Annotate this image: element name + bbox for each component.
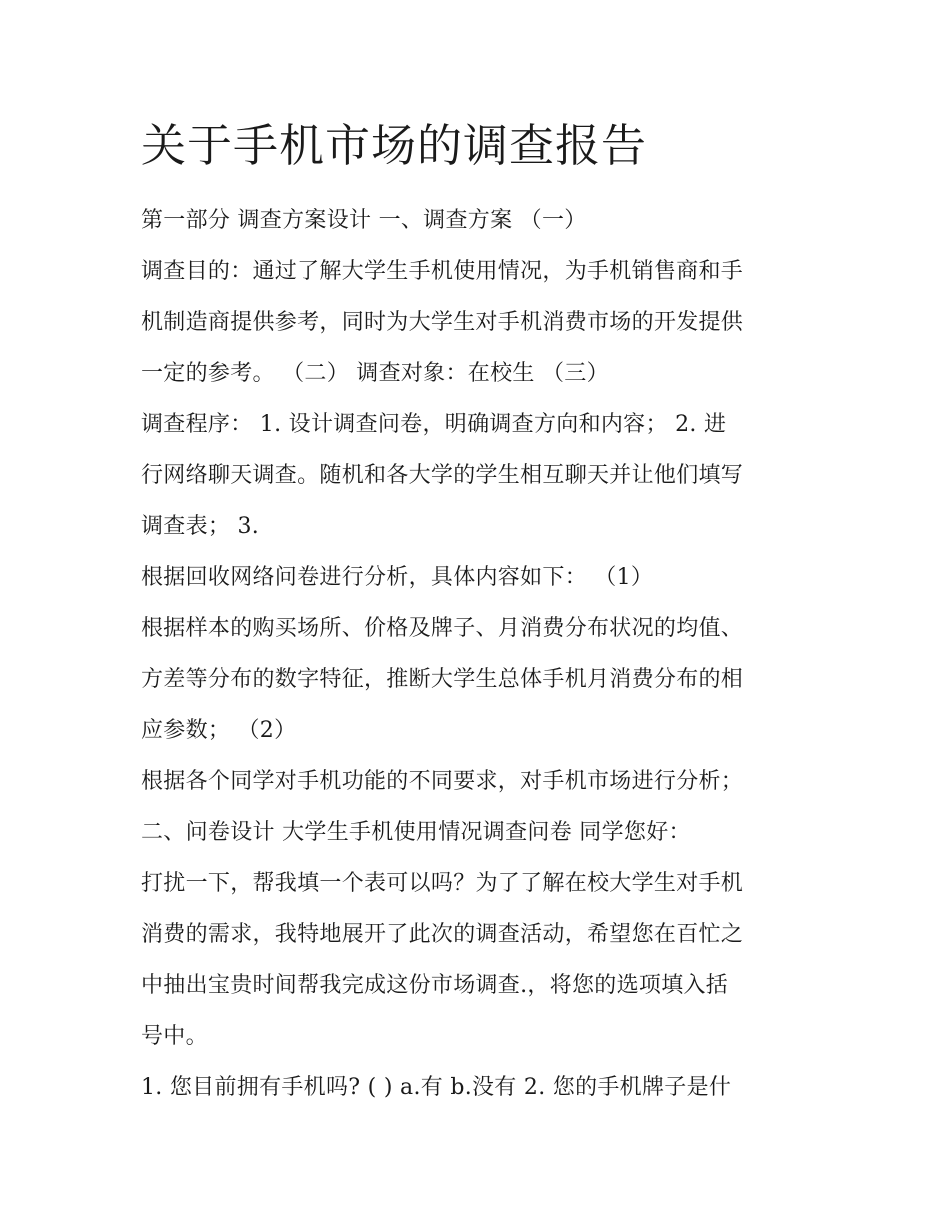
paragraph-line: 根据回收网络问卷进行分析，具体内容如下： （1） xyxy=(141,565,654,590)
paragraph-line: 消费的需求，我特地展开了此次的调查活动，希望您在百忙之 xyxy=(141,922,744,947)
paragraph-line: 调查表； 3. xyxy=(141,514,260,539)
paragraph-line: 二、问卷设计 大学生手机使用情况调查问卷 同学您好： xyxy=(141,820,691,845)
paragraph-line: 根据样本的购买场所、价格及牌子、月消费分布状况的均值、 xyxy=(141,616,744,641)
paragraph-line: 方差等分布的数字特征，推断大学生总体手机月消费分布的相 xyxy=(141,667,744,692)
paragraph-line: 调查目的：通过了解大学生手机使用情况，为手机销售商和手 xyxy=(141,259,744,284)
paragraph-line: 根据各个同学对手机功能的不同要求，对手机市场进行分析； xyxy=(141,769,744,794)
paragraph-line: 第一部分 调查方案设计 一、调查方案 （一） xyxy=(141,208,587,233)
paragraph-line: 机制造商提供参考，同时为大学生对手机消费市场的开发提供 xyxy=(141,310,744,335)
paragraph-line: 号中。 xyxy=(141,1024,208,1049)
document-title: 关于手机市场的调查报告 xyxy=(141,119,648,172)
paragraph-line: 1. 您目前拥有手机吗? ( ) a.有 b.没有 2. 您的手机牌子是什 xyxy=(141,1075,732,1100)
paragraph-line: 打扰一下，帮我填一个表可以吗？为了了解在校大学生对手机 xyxy=(141,871,744,896)
paragraph-line: 应参数； （2） xyxy=(141,718,297,743)
paragraph-line: 一定的参考。 （二） 调查对象：在校生 （三） xyxy=(141,361,609,386)
paragraph-line: 调查程序： 1. 设计调查问卷，明确调查方向和内容； 2. 进 xyxy=(141,412,727,437)
paragraph-line: 中抽出宝贵时间帮我完成这份市场调查.，将您的选项填入括 xyxy=(141,973,729,998)
paragraph-line: 行网络聊天调查。随机和各大学的学生相互聊天并让他们填写 xyxy=(141,463,744,488)
